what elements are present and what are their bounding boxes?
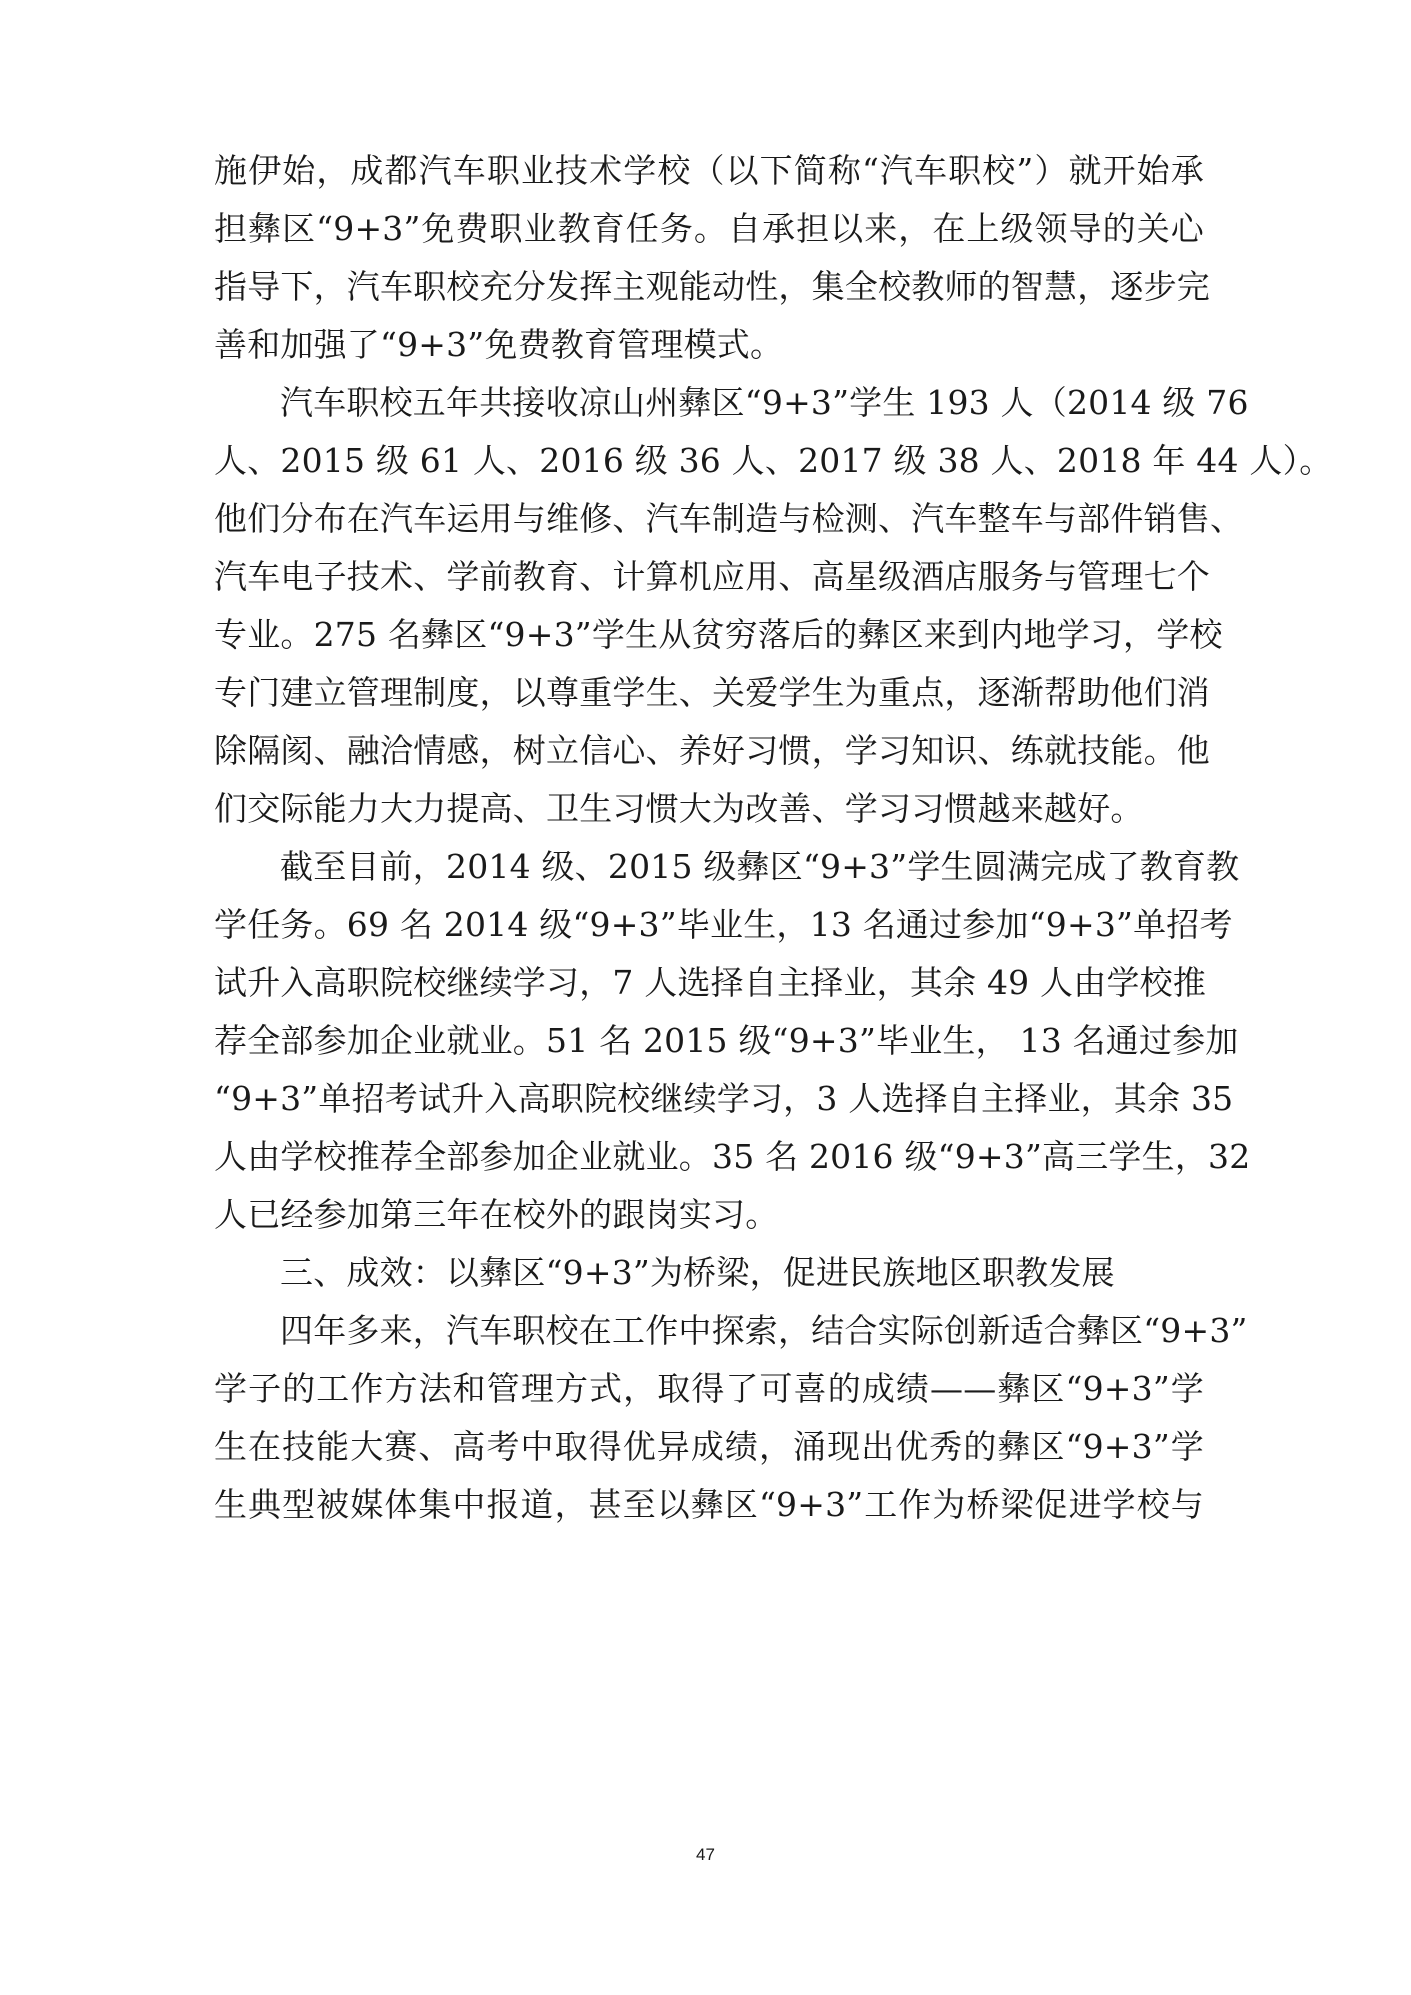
text-line: 专业。275 名彝区“9+3”学生从贫穷落后的彝区来到内地学习，学校 (214, 615, 1223, 654)
text-line: 们交际能力大力提高、卫生习惯大为改善、学习习惯越来越好。 (214, 789, 1144, 828)
text-line: “9+3”单招考试升入高职院校继续学习，3 人选择自主择业，其余 35 (214, 1079, 1234, 1118)
text-line: 荐全部参加企业就业。51 名 2015 级“9+3”毕业生， 13 名通过参加 (214, 1021, 1239, 1060)
section-heading: 三、成效：以彝区“9+3”为桥梁，促进民族地区职教发展 (280, 1253, 1115, 1292)
text-line: 人由学校推荐全部参加企业就业。35 名 2016 级“9+3”高三学生，32 (214, 1137, 1251, 1176)
text-line: 汽车电子技术、学前教育、计算机应用、高星级酒店服务与管理七个 (214, 557, 1210, 596)
page-number: 47 (696, 1845, 715, 1864)
text-line: 施伊始，成都汽车职业技术学校（以下简称“汽车职校”）就开始承 (214, 151, 1204, 190)
text-line: 他们分布在汽车运用与维修、汽车制造与检测、汽车整车与部件销售、 (214, 499, 1244, 538)
text-line: 生典型被媒体集中报道，甚至以彝区“9+3”工作为桥梁促进学校与 (214, 1485, 1204, 1524)
text-line: 担彝区“9+3”免费职业教育任务。自承担以来，在上级领导的关心 (214, 209, 1204, 248)
text-line: 人已经参加第三年在校外的跟岗实习。 (214, 1195, 779, 1234)
text-line: 指导下，汽车职校充分发挥主观能动性，集全校教师的智慧，逐步完 (214, 267, 1210, 306)
text-line: 除隔阂、融洽情感，树立信心、养好习惯，学习知识、练就技能。他 (214, 731, 1210, 770)
text-line: 善和加强了“9+3”免费教育管理模式。 (214, 325, 784, 364)
text-line: 学任务。69 名 2014 级“9+3”毕业生，13 名通过参加“9+3”单招考 (214, 905, 1233, 944)
text-line: 截至目前，2014 级、2015 级彝区“9+3”学生圆满完成了教育教 (280, 847, 1240, 886)
text-line: 学子的工作方法和管理方式，取得了可喜的成绩——彝区“9+3”学 (214, 1369, 1204, 1408)
text-line: 生在技能大赛、高考中取得优异成绩，涌现出优秀的彝区“9+3”学 (214, 1427, 1204, 1466)
text-line: 专门建立管理制度，以尊重学生、关爱学生为重点，逐渐帮助他们消 (214, 673, 1210, 712)
text-line: 试升入高职院校继续学习，7 人选择自主择业，其余 49 人由学校推 (214, 963, 1207, 1002)
text-line: 四年多来，汽车职校在工作中探索，结合实际创新适合彝区“9+3” (280, 1311, 1248, 1350)
text-line: 汽车职校五年共接收凉山州彝区“9+3”学生 193 人（2014 级 76 (280, 383, 1249, 422)
text-line: 人、2015 级 61 人、2016 级 36 人、2017 级 38 人、2018 年 44 人）。 (214, 441, 1333, 480)
